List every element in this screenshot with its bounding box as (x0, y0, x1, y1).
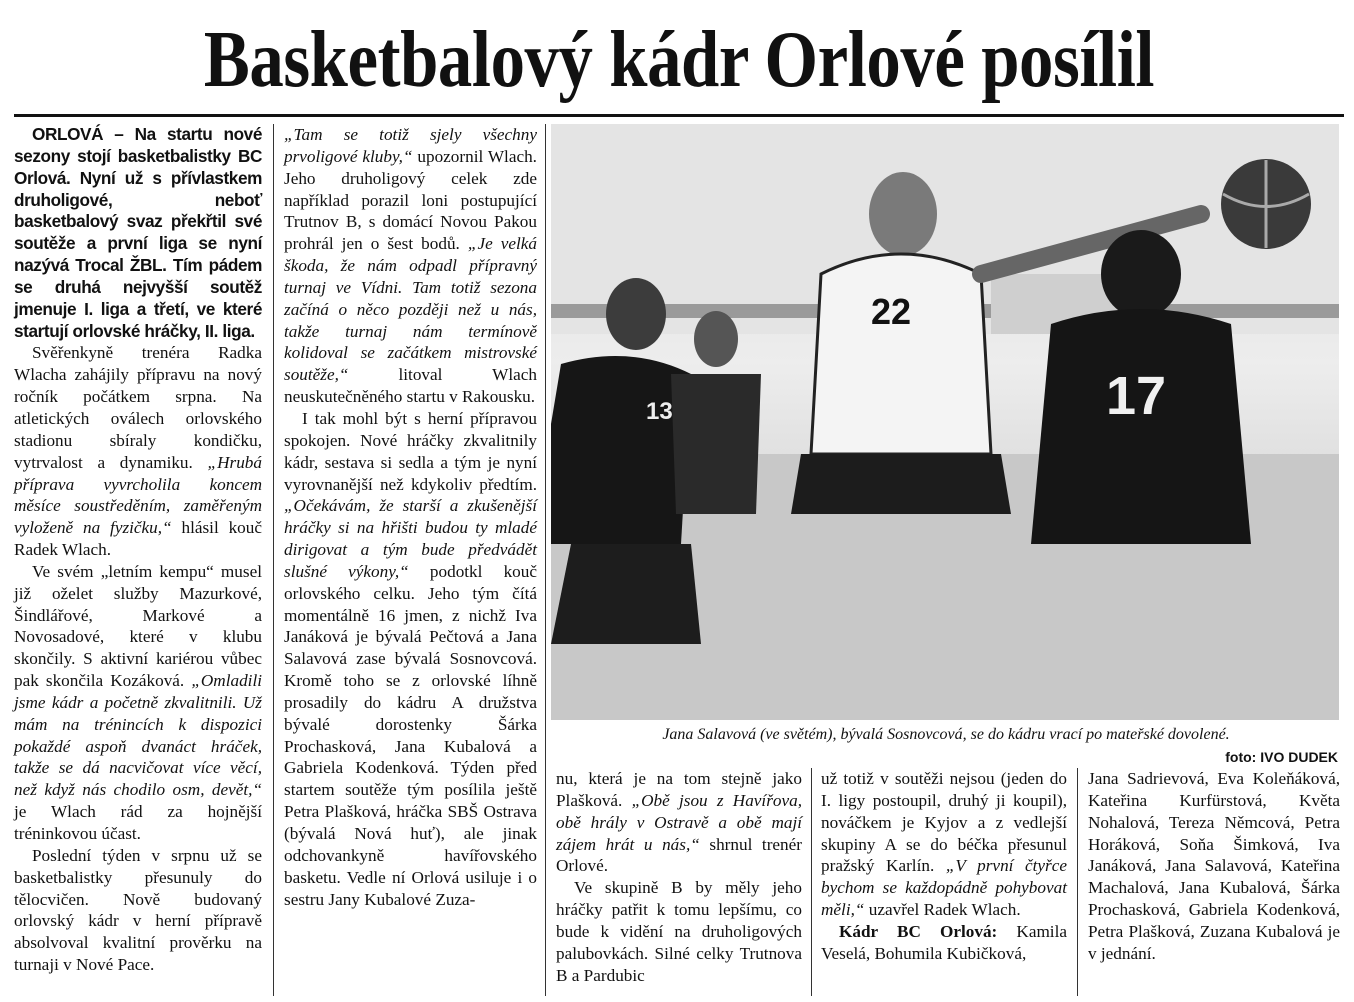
paragraph (14, 342, 262, 560)
column-2 (284, 124, 537, 910)
quote: „Je velká škoda, že nám odpadl přípravný turnaj ve Vídni. Tam totiž sezona začíná o něco později než u nás, takže turnaj nám termínově kolidoval se začátkem mistrovské soutěže,“ (284, 234, 537, 385)
quote: „Obě jsou z Havířova, obě hrály v Ostravě a obě mají zájem hrát u nás,“ (556, 790, 802, 854)
roster-label: Kádr BC Orlová: (839, 921, 998, 941)
column-4 (821, 768, 1067, 965)
text: nu, která je na tom stejně jako Plašková. (556, 769, 802, 810)
text: uzavřel Radek Wlach. (864, 900, 1021, 920)
column-divider (1077, 768, 1078, 996)
quote: „V první čtyřce bychom se každopádně pohybovat měli,“ (821, 856, 1067, 920)
photo-credit: foto: IVO DUDEK (1225, 749, 1338, 765)
lead-text: – Na startu nové sezony stojí basketbalistky BC Orlová. Nyní už s přívlastkem druholigové, neboť basketbalový svaz překřtil své soutěže a první liga se nyní nazývá Trocal ŽBL. Tím pádem se druhá nejvyšší soutěž jmenuje I. liga a třetí, ve které startují orlovské hráčky, II. liga. (14, 124, 262, 341)
text: litoval Wlach neuskutečněného startu v Rakousku. (284, 365, 537, 407)
paragraph (556, 768, 802, 877)
column-1 (14, 124, 262, 976)
paragraph: Ve skupině B by měly jeho hráčky patřit k tomu lepšímu, co bude k vidění na druholigových palubovkách. Silné celky Trutnova B a Pardubic (556, 878, 802, 985)
paragraph (14, 561, 262, 845)
paragraph: Poslední týden v srpnu už se basketbalistky přesunuly do tělocvičen. Nově budovaný orlovský kádr v herní přípravě absolvoval kvalitní prověrku na turnaji v Nové Pace. (14, 845, 262, 975)
text: shrnul trenér Orlové. (556, 834, 803, 876)
lead-paragraph (14, 124, 262, 342)
lead-place: ORLOVÁ (32, 124, 104, 144)
text: Ve svém „letním kempu“ musel již oželet služby Mazurkové, Šindlářové, Markové a Novosadové, které v klubu skončily. S aktivní kariérou vůbec pak skončila Kozáková. (14, 561, 262, 691)
roster-paragraph (821, 921, 1067, 965)
photo-caption: Jana Salavová (ve světém), bývalá Sosnovcová, se do kádru vrací po mateřské dovolené. (662, 726, 1230, 743)
column-divider (545, 124, 546, 996)
text: Svěřenkyně trenéra Radka Wlacha zahájily přípravu na nový ročník počátkem srpna. Na atletických oválech orlovského stadionu sbíraly kondičku, vytrvalost a dynamiku. (14, 343, 262, 472)
text: I tak mohl být s herní přípravou spokojen. Nové hráčky zkvalitnily kádr, sestava si sedla a tým je nyní vyrovnanější než kdykoliv předtím. (284, 408, 537, 494)
column-divider (811, 768, 812, 996)
paragraph: Jana Sadrievová, Eva Koleňáková, Kateřina Kurfürstová, Květa Nohalová, Tereza Němcová, Petra Horáková, Soňa Šimková, Iva Janáková, Jana Salavová, Kateřina Machalová, Jana Kubalová, Šárka Prochasková, Gabriela Kodenková, Petra Plašková, Zuzana Kubalová je v jednání. (1088, 769, 1340, 963)
column-3 (556, 768, 802, 986)
text: Kamila Veselá, Bohumila Kubičková, (821, 921, 1067, 963)
text: podotkl kouč orlovského celku. Jeho tým čítá momentálně 16 jmen, z nichž Iva Janáková je bývalá Pečtová a Jana Salavová zase bývalá Sosnovcová. Kromě toho se z orlovské líhně prosadily do kádru A družstva bývalé dorostenky Šárka Prochasková, Jana Kubalová a Gabriela Kodenková. Týden před startem soutěže tým posílila ještě Petra Plašková, hráčka SBŠ Ostrava (bývalá Nová huť), ale jinak odchovankyně havířovského basketu. Vedle ní Orlová usiluje i o sestru Jany Kubalové Zuza- (284, 561, 538, 909)
jersey-number: 22 (871, 291, 912, 332)
jersey-number: 17 (1106, 366, 1167, 426)
paragraph (821, 768, 1067, 921)
text: upozornil Wlach. Jeho druholigový celek zde například porazil loni postupující Trutnov B, s domácí Novou Pakou prohrál jen o šest bodů. (284, 146, 537, 254)
text: hlásil kouč Radek Wlach. (14, 518, 262, 560)
quote: „Tam se totiž sjely všechny prvoligové kluby,“ (284, 125, 537, 166)
photo-illustration (551, 124, 1339, 720)
jersey-number: 13 (646, 398, 673, 425)
text: už totiž v soutěži nejsou (jeden do I. ligy postoupil, druhý ji koupil), nováčkem je Kyjov a z vedlejší skupiny A se do béčka přesunul pražský Karlín. (821, 769, 1067, 876)
quote: „Hrubá příprava vyvrcholila koncem měsíce soustředěním, zaměřeným vyloženě na fyzičku,“ (14, 452, 262, 538)
basketball-photo (551, 124, 1339, 720)
headline: Basketbalový kádr Orlové posílil (203, 16, 1155, 104)
quote: „Očekávám, že starší a zkušenější hráčky si na hřišti budou ty mladé dirigovat a tým bude předvádět slušné výkony,“ (284, 496, 537, 581)
paragraph (284, 408, 537, 910)
paragraph (284, 124, 537, 408)
quote: „Omladili jsme kádr a početně zkvalitnili. Už mám na trénincích k dispozici pokaždé aspoň dvanáct hráček, takže se dá nacvičovat více věcí, než když nás chodilo osm, devět,“ (14, 671, 262, 800)
column-5 (1088, 768, 1340, 965)
column-divider (273, 124, 274, 996)
headline-rule (14, 114, 1344, 117)
text: je Wlach rád za hojnější tréninkovou účast. (14, 802, 262, 843)
